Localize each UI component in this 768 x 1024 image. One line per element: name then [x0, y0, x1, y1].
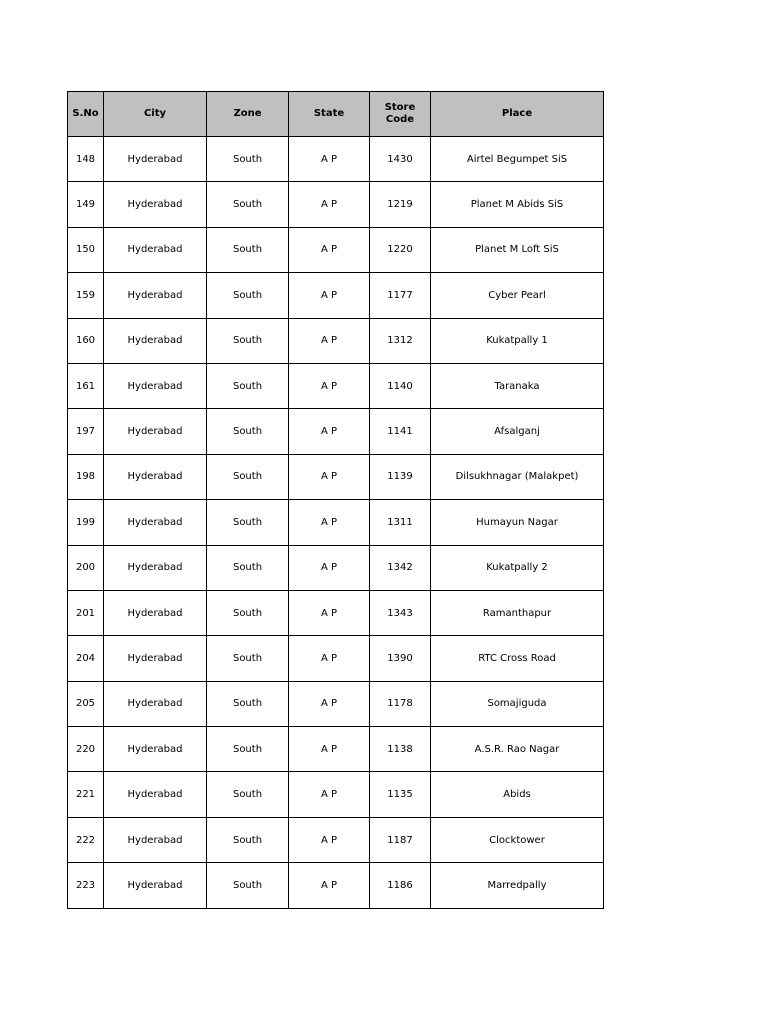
cell-store-code: 1430	[370, 137, 431, 182]
cell-zone: South	[207, 318, 289, 363]
cell-sno: 198	[68, 454, 104, 499]
cell-zone: South	[207, 545, 289, 590]
cell-store-code: 1140	[370, 363, 431, 408]
cell-city: Hyderabad	[104, 863, 207, 908]
cell-city: Hyderabad	[104, 817, 207, 862]
cell-zone: South	[207, 681, 289, 726]
cell-zone: South	[207, 590, 289, 635]
cell-zone: South	[207, 863, 289, 908]
header-row	[68, 92, 604, 137]
cell-sno: 149	[68, 182, 104, 227]
cell-city: Hyderabad	[104, 772, 207, 817]
cell-place: Afsalganj	[431, 409, 604, 454]
cell-place: Planet M Loft SiS	[431, 227, 604, 272]
cell-sno: 150	[68, 227, 104, 272]
cell-city: Hyderabad	[104, 727, 207, 772]
cell-state: A P	[289, 772, 370, 817]
cell-state: A P	[289, 227, 370, 272]
cell-place: Marredpally	[431, 863, 604, 908]
cell-city: Hyderabad	[104, 137, 207, 182]
cell-store-code: 1390	[370, 636, 431, 681]
cell-state: A P	[289, 681, 370, 726]
cell-city: Hyderabad	[104, 227, 207, 272]
header-state: State	[289, 92, 370, 137]
cell-zone: South	[207, 409, 289, 454]
cell-sno: 201	[68, 590, 104, 635]
table-row	[68, 863, 604, 908]
table-row	[68, 454, 604, 499]
table-row	[68, 817, 604, 862]
cell-zone: South	[207, 772, 289, 817]
cell-city: Hyderabad	[104, 500, 207, 545]
cell-sno: 160	[68, 318, 104, 363]
cell-store-code: 1219	[370, 182, 431, 227]
cell-store-code: 1177	[370, 273, 431, 318]
cell-state: A P	[289, 727, 370, 772]
cell-sno: 148	[68, 137, 104, 182]
cell-zone: South	[207, 273, 289, 318]
cell-place: Clocktower	[431, 817, 604, 862]
cell-state: A P	[289, 182, 370, 227]
cell-zone: South	[207, 727, 289, 772]
header-store-code: Store Code	[370, 92, 431, 137]
cell-store-code: 1135	[370, 772, 431, 817]
cell-zone: South	[207, 454, 289, 499]
cell-place: RTC Cross Road	[431, 636, 604, 681]
cell-zone: South	[207, 363, 289, 408]
cell-sno: 197	[68, 409, 104, 454]
table-header	[68, 92, 604, 137]
cell-sno: 205	[68, 681, 104, 726]
cell-store-code: 1311	[370, 500, 431, 545]
header-sno: S.No	[68, 92, 104, 137]
header-zone: Zone	[207, 92, 289, 137]
cell-place: Abids	[431, 772, 604, 817]
cell-city: Hyderabad	[104, 363, 207, 408]
cell-state: A P	[289, 318, 370, 363]
cell-store-code: 1186	[370, 863, 431, 908]
cell-place: Kukatpally 2	[431, 545, 604, 590]
cell-place: Ramanthapur	[431, 590, 604, 635]
cell-city: Hyderabad	[104, 590, 207, 635]
table-body	[68, 137, 604, 909]
cell-city: Hyderabad	[104, 636, 207, 681]
cell-zone: South	[207, 182, 289, 227]
cell-state: A P	[289, 636, 370, 681]
cell-place: Somajiguda	[431, 681, 604, 726]
store-list-table	[67, 91, 604, 909]
table-row	[68, 636, 604, 681]
table-row	[68, 409, 604, 454]
cell-city: Hyderabad	[104, 454, 207, 499]
cell-state: A P	[289, 137, 370, 182]
cell-city: Hyderabad	[104, 182, 207, 227]
cell-city: Hyderabad	[104, 409, 207, 454]
cell-place: Dilsukhnagar (Malakpet)	[431, 454, 604, 499]
cell-zone: South	[207, 636, 289, 681]
table-row	[68, 590, 604, 635]
cell-sno: 199	[68, 500, 104, 545]
cell-store-code: 1312	[370, 318, 431, 363]
cell-store-code: 1187	[370, 817, 431, 862]
cell-store-code: 1141	[370, 409, 431, 454]
cell-zone: South	[207, 137, 289, 182]
cell-city: Hyderabad	[104, 318, 207, 363]
cell-zone: South	[207, 817, 289, 862]
cell-sno: 223	[68, 863, 104, 908]
cell-state: A P	[289, 500, 370, 545]
table-row	[68, 727, 604, 772]
cell-sno: 200	[68, 545, 104, 590]
header-place: Place	[431, 92, 604, 137]
cell-store-code: 1342	[370, 545, 431, 590]
table-row	[68, 363, 604, 408]
table-row	[68, 545, 604, 590]
cell-city: Hyderabad	[104, 273, 207, 318]
table-row	[68, 137, 604, 182]
cell-place: Planet M Abids SiS	[431, 182, 604, 227]
table-row	[68, 182, 604, 227]
cell-sno: 220	[68, 727, 104, 772]
header-city: City	[104, 92, 207, 137]
cell-state: A P	[289, 273, 370, 318]
cell-place: A.S.R. Rao Nagar	[431, 727, 604, 772]
cell-store-code: 1138	[370, 727, 431, 772]
cell-place: Humayun Nagar	[431, 500, 604, 545]
cell-state: A P	[289, 363, 370, 408]
cell-state: A P	[289, 409, 370, 454]
cell-sno: 222	[68, 817, 104, 862]
cell-zone: South	[207, 500, 289, 545]
cell-state: A P	[289, 817, 370, 862]
cell-store-code: 1220	[370, 227, 431, 272]
cell-store-code: 1178	[370, 681, 431, 726]
table-row	[68, 227, 604, 272]
cell-state: A P	[289, 545, 370, 590]
cell-city: Hyderabad	[104, 681, 207, 726]
table-row	[68, 681, 604, 726]
cell-sno: 161	[68, 363, 104, 408]
cell-place: Cyber Pearl	[431, 273, 604, 318]
cell-sno: 159	[68, 273, 104, 318]
cell-state: A P	[289, 590, 370, 635]
cell-store-code: 1343	[370, 590, 431, 635]
cell-place: Airtel Begumpet SiS	[431, 137, 604, 182]
cell-sno: 204	[68, 636, 104, 681]
table-row	[68, 500, 604, 545]
table-row	[68, 273, 604, 318]
cell-sno: 221	[68, 772, 104, 817]
table-row	[68, 318, 604, 363]
cell-place: Taranaka	[431, 363, 604, 408]
cell-zone: South	[207, 227, 289, 272]
cell-place: Kukatpally 1	[431, 318, 604, 363]
table-row	[68, 772, 604, 817]
cell-state: A P	[289, 863, 370, 908]
cell-store-code: 1139	[370, 454, 431, 499]
cell-city: Hyderabad	[104, 545, 207, 590]
cell-state: A P	[289, 454, 370, 499]
